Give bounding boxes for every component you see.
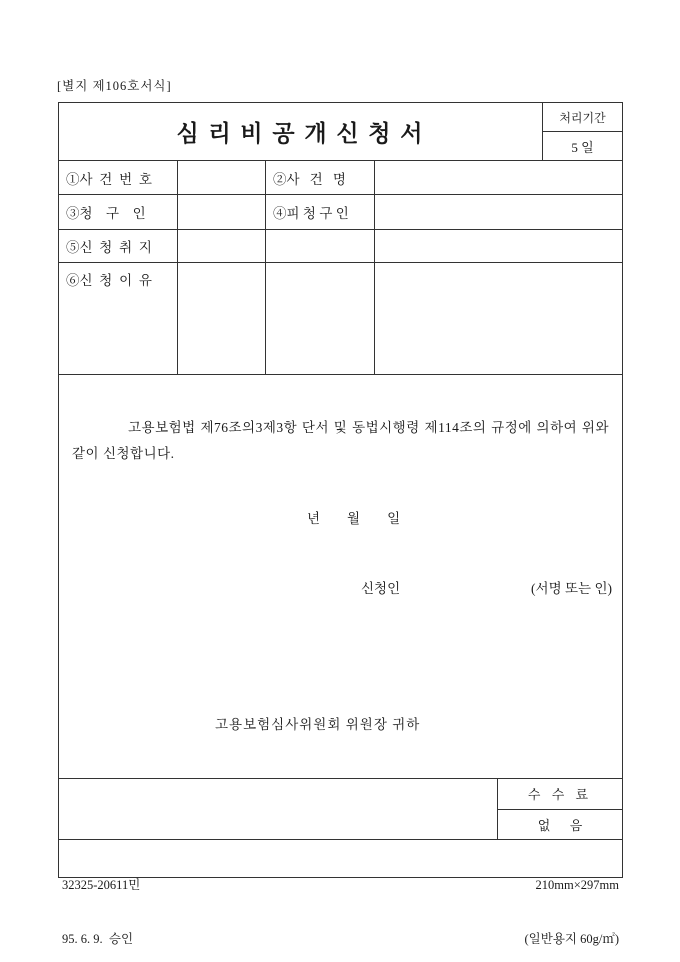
processing-period-label: 처리기간 — [543, 103, 622, 132]
reason-label: ⑥신 청 이 유 — [59, 263, 178, 374]
form-notice: [별지 제106호서식] — [57, 79, 172, 93]
row-purpose — [59, 230, 622, 263]
purpose-value-cell-2[interactable] — [266, 230, 375, 262]
paper-size: 210mm×297mm — [535, 878, 619, 892]
title-row — [59, 103, 622, 161]
signature-line — [59, 577, 622, 597]
row-reason — [59, 263, 622, 375]
respondent-label: ④피 청 구 인 — [266, 195, 375, 229]
fee-box — [498, 779, 622, 839]
fee-left-empty-cell — [59, 779, 498, 839]
approval-date: 95. 6. 9. 승인 — [62, 932, 134, 946]
processing-period-box — [542, 103, 622, 160]
row-case — [59, 161, 622, 195]
paper-spec: (일반용지 60g/㎡) — [524, 932, 619, 946]
footer-strip — [58, 840, 623, 946]
applicant-label: 신청인 — [361, 581, 401, 596]
claimant-value-cell[interactable] — [178, 195, 266, 229]
footer-paper-info — [524, 840, 619, 946]
fee-label: 수 수 료 — [498, 779, 622, 810]
case-number-value-cell[interactable] — [178, 161, 266, 194]
reason-value-cell-1[interactable] — [178, 263, 266, 374]
legal-statement: 고용보험법 제76조의3제3항 단서 및 동법시행령 제114조의 규정에 의하여 위와 같이 신청합니다. — [72, 420, 609, 461]
declaration-section — [59, 375, 622, 779]
signature-note[interactable]: (서명 또는 인) — [531, 581, 612, 596]
fee-row — [59, 779, 622, 839]
purpose-label: ⑤신 청 취 지 — [59, 230, 178, 262]
application-form-box — [58, 102, 623, 840]
reason-value-cell-2[interactable] — [266, 263, 375, 374]
doc-code: 32325-20611민 — [62, 878, 141, 892]
purpose-value-cell-3[interactable] — [375, 230, 622, 262]
fee-value: 없 음 — [537, 817, 583, 833]
addressee-line: 고용보험심사위원회 위원장 귀하 — [215, 717, 421, 732]
case-name-label: ②사 건 명 — [266, 161, 375, 194]
case-name-value-cell[interactable] — [375, 161, 622, 194]
respondent-value-cell[interactable] — [375, 195, 622, 229]
claimant-label: ③청 구 인 — [59, 195, 178, 229]
title-area — [59, 103, 542, 160]
processing-period-value: 5 일 — [571, 139, 594, 155]
purpose-value-cell-1[interactable] — [178, 230, 266, 262]
footer-doc-info — [62, 840, 141, 946]
date-line[interactable]: 년 월 일 — [307, 511, 401, 526]
row-parties — [59, 195, 622, 230]
case-number-label: ①사 건 번 호 — [59, 161, 178, 194]
page-title: 심 리 비 공 개 신 청 서 — [176, 121, 425, 146]
reason-value-cell-3[interactable] — [375, 263, 622, 374]
